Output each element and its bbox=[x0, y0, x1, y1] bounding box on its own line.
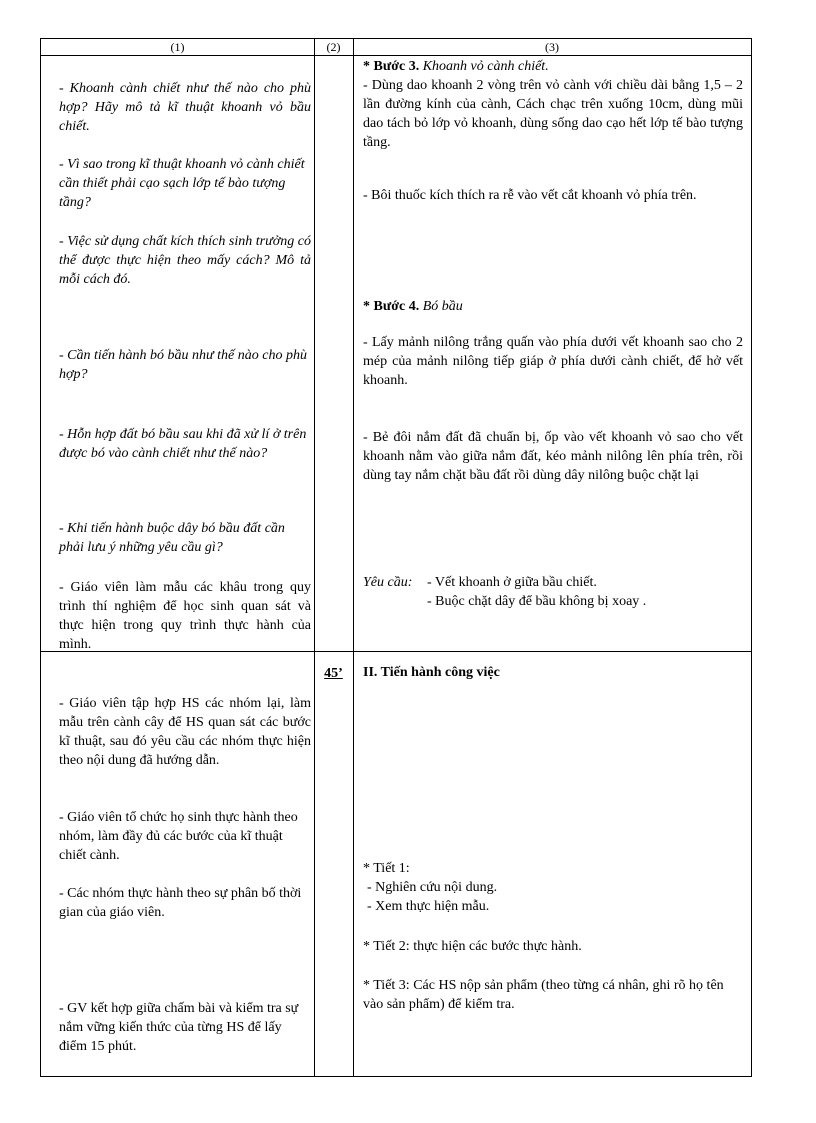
time-allocation: 45’ bbox=[324, 666, 343, 681]
column-divider-2 bbox=[353, 39, 354, 1076]
step4-text-1: - Lấy mảnh nilông trắng quấn vào phía dưới vết khoanh sao cho 2 mép của mảnh nilông tiếp giáp ở phía dưới cành chiết, để hở vết khoanh. bbox=[363, 335, 743, 388]
tiet-3: * Tiết 3: Các HS nộp sản phẩm (theo từng cá nhân, ghi rõ họ tên vào sản phẩm) để kiểm tra. bbox=[363, 978, 724, 1012]
teacher-gather-groups: - Giáo viên tập hợp HS các nhóm lại, làm mẫu trên cành cây để HS quan sát các bước kĩ thuật, sau đó yêu cầu các nhóm thực hiện theo nội dung đã hướng dẫn. bbox=[59, 696, 311, 768]
question-soil-mix: - Hỗn hợp đất bó bầu sau khi đã xử lí ở trên được bó vào cành chiết như thế nào? bbox=[59, 427, 307, 461]
requirement-label-text: Yêu cầu: bbox=[363, 575, 413, 590]
question-wrapping: - Cần tiến hành bó bầu như thế nào cho phù hợp? bbox=[59, 348, 307, 382]
question-hormone: - Việc sử dụng chất kích thích sinh trưởng có thể được thực hiện theo mấy cách? Mô tả mỗi cách đó. bbox=[59, 234, 311, 287]
step4-title: Bó bầu bbox=[422, 299, 463, 314]
groups-practice: - Các nhóm thực hành theo sự phân bố thời gian của giáo viên. bbox=[59, 886, 302, 920]
header-col-2: (2) bbox=[326, 40, 341, 54]
tiet-2: * Tiết 2: thực hiện các bước thực hành. bbox=[363, 939, 582, 954]
column-divider-1 bbox=[314, 39, 315, 1076]
step3-label: * Bước 3. bbox=[363, 59, 420, 74]
lesson-table bbox=[40, 38, 752, 1077]
step3-heading bbox=[363, 57, 743, 76]
question-girdling: - Khoanh cành chiết như thế nào cho phù hợp? Hãy mô tả kĩ thuật khoanh vỏ bầu chiết. bbox=[59, 81, 311, 134]
teacher-grading: - GV kết hợp giữa chấm bài và kiểm tra sự nắm vững kiến thức của từng HS để lấy điểm 15 phút. bbox=[59, 1001, 299, 1054]
header-col-3: (3) bbox=[545, 40, 559, 54]
step4-label: * Bước 4. bbox=[363, 299, 420, 314]
tiet-1-item-a: - Nghiên cứu nội dung. bbox=[367, 880, 498, 895]
tiet-1-item-b: - Xem thực hiện mẫu. bbox=[367, 899, 490, 914]
step4-heading bbox=[363, 297, 743, 316]
header-divider bbox=[41, 55, 751, 56]
requirement-2: - Buộc chặt dây để bầu không bị xoay . bbox=[427, 594, 647, 609]
step3-title: Khoanh vỏ cành chiết. bbox=[422, 59, 549, 74]
teacher-demo: - Giáo viên làm mẫu các khâu trong quy trình thí nghiệm để học sinh quan sát và thực hiện trong quy trình thực hành của mình. bbox=[59, 580, 311, 652]
tiet-1-label: * Tiết 1: bbox=[363, 861, 410, 876]
header-col-1: (1) bbox=[170, 40, 185, 54]
question-tying: - Khi tiến hành buộc dây bó bầu đất cần phải lưu ý những yêu cầu gì? bbox=[59, 521, 285, 555]
teacher-organize-practice: - Giáo viên tổ chức họ sinh thực hành theo nhóm, làm đầy đủ các bước của kĩ thuật chiết cành. bbox=[59, 810, 298, 863]
step4-text-2: - Bẻ đôi nắm đất đã chuẩn bị, ốp vào vết khoanh vỏ sao cho vết khoanh nằm vào giữa nắm đất, kéo mảnh nilông lên phía trên, rồi dùng tay nắm chặt bầu đất rồi dùng dây nilông buộc chặt lại bbox=[363, 430, 743, 483]
step3-text: - Dùng dao khoanh 2 vòng trên vỏ cành với chiều dài bằng 1,5 – 2 lần đường kính của cành, Cách chạc trên xuống 10cm, dùng mũi dao tách bỏ lớp vỏ khoanh, dùng sống dao cạo hết lớp tế bào tượng tầng. bbox=[363, 78, 743, 150]
requirement-label bbox=[363, 573, 412, 592]
hormone-text: - Bôi thuốc kích thích ra rễ vào vết cắt khoanh vỏ phía trên. bbox=[363, 188, 697, 203]
section2-title: II. Tiến hành công việc bbox=[363, 665, 500, 680]
requirement-1: - Vết khoanh ở giữa bầu chiết. bbox=[427, 575, 597, 590]
question-cambium: - Vì sao trong kĩ thuật khoanh vỏ cành chiết cần thiết phải cạo sạch lớp tế bào tượng tầng? bbox=[59, 157, 305, 210]
